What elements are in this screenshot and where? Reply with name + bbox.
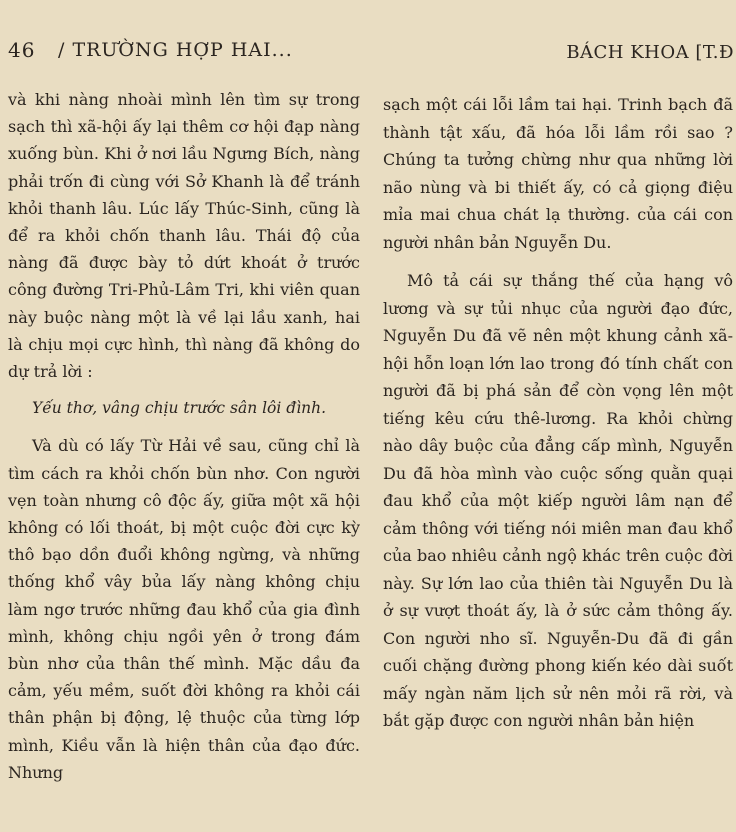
- page-header: [8, 38, 736, 68]
- running-title: / TRƯỜNG HỢP HAI...: [58, 39, 293, 61]
- right-paragraph-2: Mô tả cái sự thắng thế của hạng vô lương và sự tủi nhục của người đạo đức, Nguyễn Du đã vẽ nên một khung cảnh xã-hội hỗn loạn lớn lao trong đó tính chất con người đã bị phá sản để còn vọng lên một tiếng kêu cứu thê-lương. Ra khỏi chừng nào dây buộc của đẳng cấp mình, Nguyễn Du đã hòa mình vào cuộc sống quằn quại đau khổ của một kiếp người lâm nạn để cảm thông với tiếng nói miên man đau khổ của bao nhiêu cảnh ngộ khác trên cuộc đời này. Sự lớn lao của thiên tài Nguyễn Du là ở sự vượt thoát ấy, là ở sức cảm thông ấy. Con người nho sĩ. Nguyễn-Du đã đi gần cuối chặng đường phong kiến kéo dài suốt mấy ngàn năm lịch sử nên mỏi rã rời, và bắt gặp được con người nhân bản hiện: [383, 271, 733, 730]
- verse-line: Yếu thơ, vâng chịu trước sân lôi đình.: [32, 399, 327, 418]
- left-paragraph-2: Và dù có lấy Từ Hải về sau, cũng chỉ là tìm cách ra khỏi chốn bùn nhơ. Con người vẹn toàn nhưng cô độc ấy, giữa một xã hội không có lối thoát, bị một cuộc đời cực kỳ thô bạo dồn đuổi không ngừng, và những thống khổ vây bủa lấy nàng không chịu làm ngơ trước những đau khổ của gia đình mình, không chịu ngồi yên ở trong đám bùn nhơ của thân thế mình. Mặc dầu đa cảm, yếu mềm, suốt đời không ra khỏi cái thân phận bị động, lệ thuộc của từng lớp mình, Kiều vẫn là hiện thân của đạo đức. Nhưng: [8, 436, 360, 782]
- page-number: 46: [8, 38, 36, 62]
- left-paragraph-1: và khi nàng nhoài mình lên tìm sự trong sạch thì xã-hội ấy lại thêm cơ hội đạp nàng xuống bùn. Khi ở nơi lầu Ngưng Bích, nàng phải trốn đi cùng với Sở Khanh là để tránh khỏi thanh lâu. Lúc lấy Thúc-Sinh, cũng là để ra khỏi chốn thanh lâu. Thái độ của nàng đã được bày tỏ dứt khoát ở trước công đường Tri-Phủ-Lâm Tri, khi viên quan này buộc nàng một là về lại lầu xanh, hai là chịu mọi cực hình, thì nàng đã không do dự trả lời :: [8, 90, 360, 382]
- paragraph-gap: [383, 256, 733, 267]
- left-column: [8, 86, 360, 786]
- journal-name: BÁCH KHOA [T.Đ: [566, 42, 734, 63]
- right-paragraph-1: sạch một cái lỗi lầm tai hại. Trinh bạch đã thành tật xấu, đã hóa lỗi lầm rồi sao ? Chúng ta tưởng chừng như qua những lời não nùng và bi thiết ấy, có cả giọng điệu mỉa mai chua chát lạ thường. của cái con người nhân bản Nguyễn Du.: [383, 95, 733, 252]
- right-column: [383, 91, 733, 735]
